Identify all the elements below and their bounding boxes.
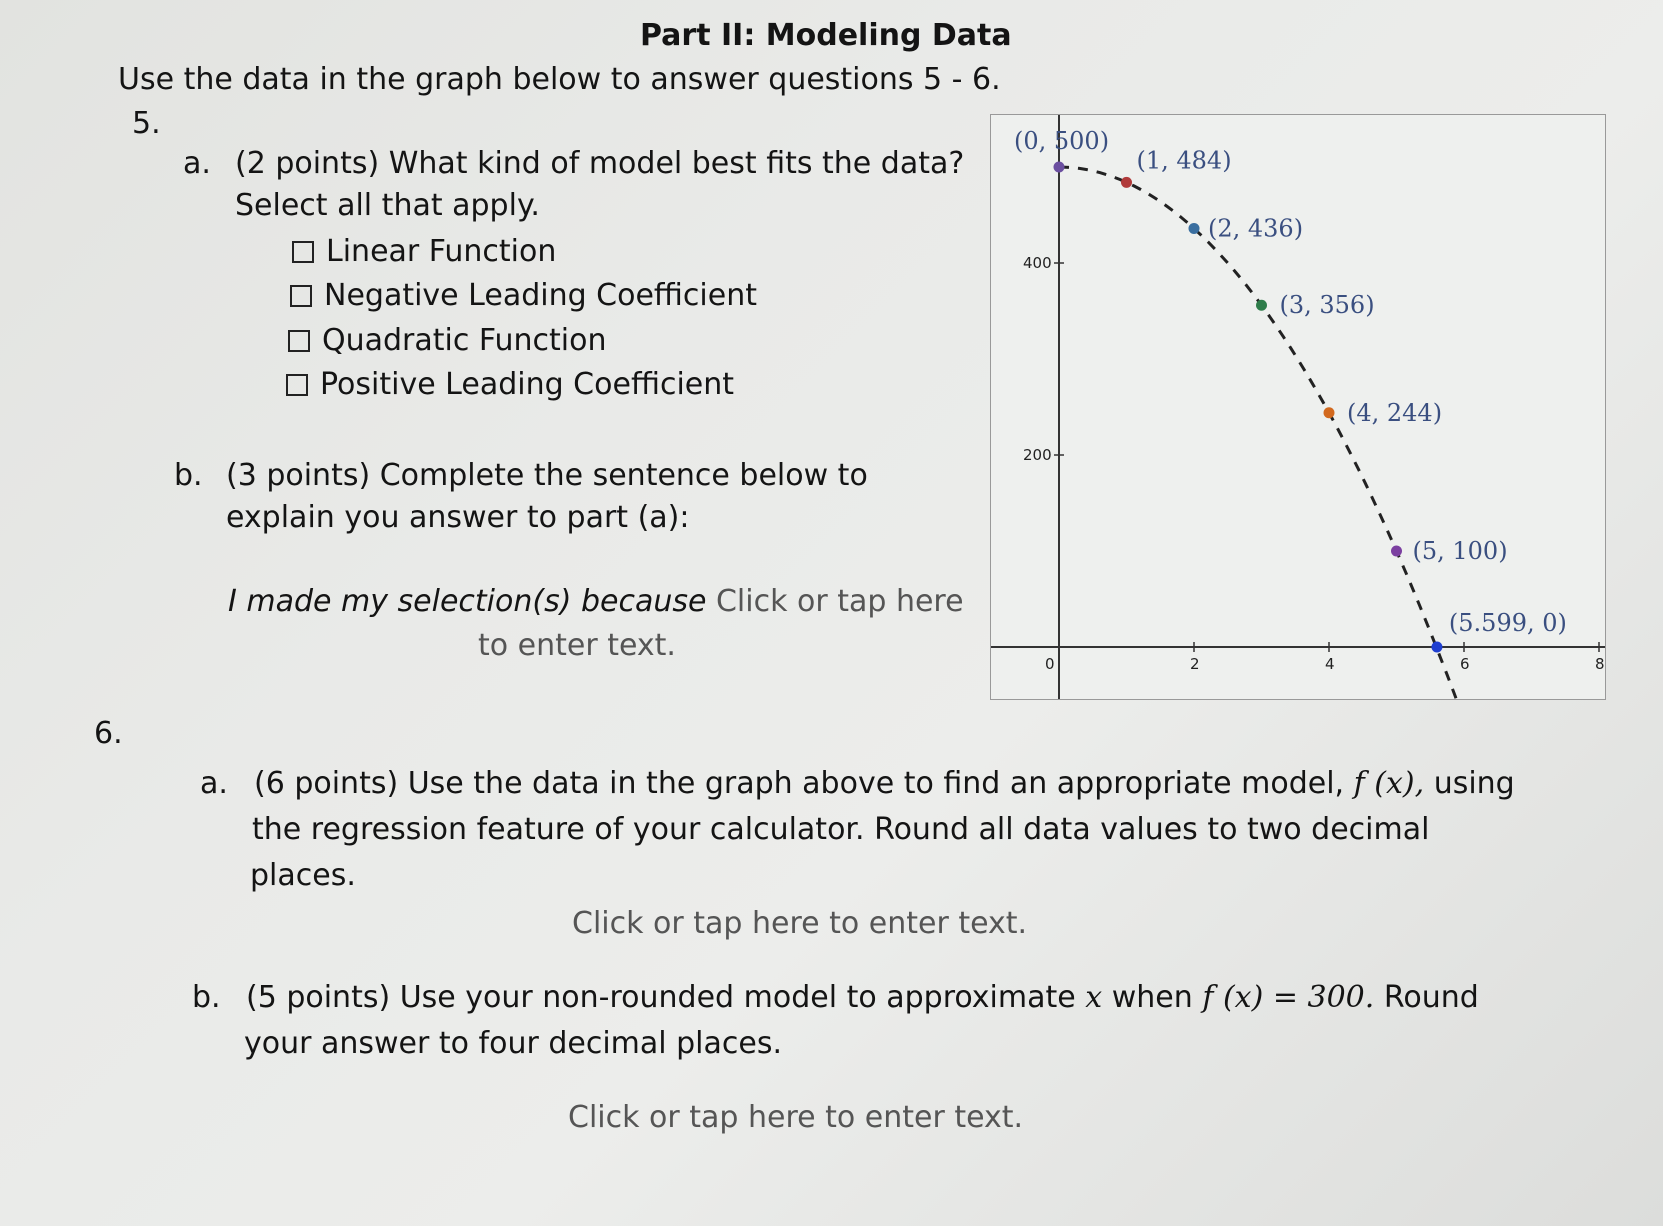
question-6-number: 6. xyxy=(94,716,123,751)
question-6a-line1 xyxy=(254,766,1515,801)
point-label: (2, 436) xyxy=(1208,214,1304,243)
checkbox-linear-function[interactable] xyxy=(292,241,314,263)
data-point xyxy=(1189,223,1200,234)
question-5a-letter: a. xyxy=(183,146,211,181)
option-positive-leading-coefficient[interactable] xyxy=(286,367,734,402)
question-5b-letter: b. xyxy=(174,458,203,493)
q6b-x: x xyxy=(1085,980,1103,1015)
option-quadratic-function[interactable] xyxy=(288,323,607,358)
x-tick-label: 0 xyxy=(1045,655,1055,673)
question-5b-line1: (3 points) Complete the sentence below to xyxy=(226,458,868,493)
option-label: Negative Leading Coefficient xyxy=(324,278,757,313)
checkbox-quadratic-function[interactable] xyxy=(288,330,310,352)
q6b-text: (5 points) Use your non-rounded model to approximate xyxy=(246,980,1076,1015)
q6b-equation: f (x) = 300. xyxy=(1202,980,1375,1015)
page-title: Part II: Modeling Data xyxy=(640,18,1012,53)
checkbox-negative-leading-coefficient[interactable] xyxy=(290,285,312,307)
q6a-text-end: using xyxy=(1433,766,1515,801)
x-tick-label: 4 xyxy=(1325,655,1335,673)
question-6a-line2: the regression feature of your calculator. Round all data values to two decimal xyxy=(252,812,1430,847)
data-point xyxy=(1431,642,1442,653)
chart-svg xyxy=(991,115,1605,699)
instructions: Use the data in the graph below to answer questions 5 - 6. xyxy=(118,62,1001,97)
q6b-when: when xyxy=(1111,980,1193,1015)
point-label: (5, 100) xyxy=(1412,537,1508,565)
answer-field-5b[interactable]: Click or tap here xyxy=(715,584,964,619)
answer-field-6b[interactable]: Click or tap here to enter text. xyxy=(568,1100,1024,1135)
question-6b-letter: b. xyxy=(192,980,221,1015)
answer-field-5b-continued[interactable]: to enter text. xyxy=(478,628,676,663)
point-label: (4, 244) xyxy=(1347,398,1443,427)
q6a-function-notation: f (x), xyxy=(1353,766,1425,801)
x-tick-label: 8 xyxy=(1595,655,1605,673)
point-label: (3, 356) xyxy=(1279,291,1375,320)
option-label: Linear Function xyxy=(326,234,557,269)
q6b-round: Round xyxy=(1383,980,1479,1015)
question-5b-answer-line xyxy=(228,584,964,619)
q6a-text: (6 points) Use the data in the graph above to find an appropriate model, xyxy=(254,766,1345,801)
y-tick-label: 200 xyxy=(1023,446,1052,464)
sentence-start: I made my selection(s) because xyxy=(228,584,707,619)
question-6a-line3: places. xyxy=(250,858,356,893)
point-label: (1, 484) xyxy=(1136,146,1232,175)
question-6b-line2: your answer to four decimal places. xyxy=(244,1026,783,1061)
data-point xyxy=(1391,546,1402,557)
data-point xyxy=(1121,177,1132,188)
question-5-number: 5. xyxy=(132,106,161,141)
question-5a-line2: Select all that apply. xyxy=(235,188,540,223)
x-tick-label: 6 xyxy=(1460,655,1470,673)
option-linear-function[interactable] xyxy=(292,234,556,269)
parabola-graph xyxy=(990,114,1606,700)
data-point xyxy=(1054,162,1065,173)
option-label: Quadratic Function xyxy=(322,323,607,358)
option-label: Positive Leading Coefficient xyxy=(320,367,735,402)
data-point xyxy=(1324,407,1335,418)
data-point xyxy=(1256,300,1267,311)
question-5a-line1: (2 points) What kind of model best fits the data? xyxy=(235,146,965,181)
y-tick-label: 400 xyxy=(1023,254,1052,272)
option-negative-leading-coefficient[interactable] xyxy=(290,278,757,313)
checkbox-positive-leading-coefficient[interactable] xyxy=(286,374,308,396)
question-5b-line2: explain you answer to part (a): xyxy=(226,500,690,535)
point-label: (5.599, 0) xyxy=(1448,609,1567,637)
point-label: (0, 500) xyxy=(1014,127,1110,155)
question-6b-line1 xyxy=(246,980,1479,1015)
regression-curve xyxy=(1059,167,1467,699)
question-6a-letter: a. xyxy=(200,766,228,801)
x-tick-label: 2 xyxy=(1190,655,1200,673)
answer-field-6a[interactable]: Click or tap here to enter text. xyxy=(572,906,1028,941)
